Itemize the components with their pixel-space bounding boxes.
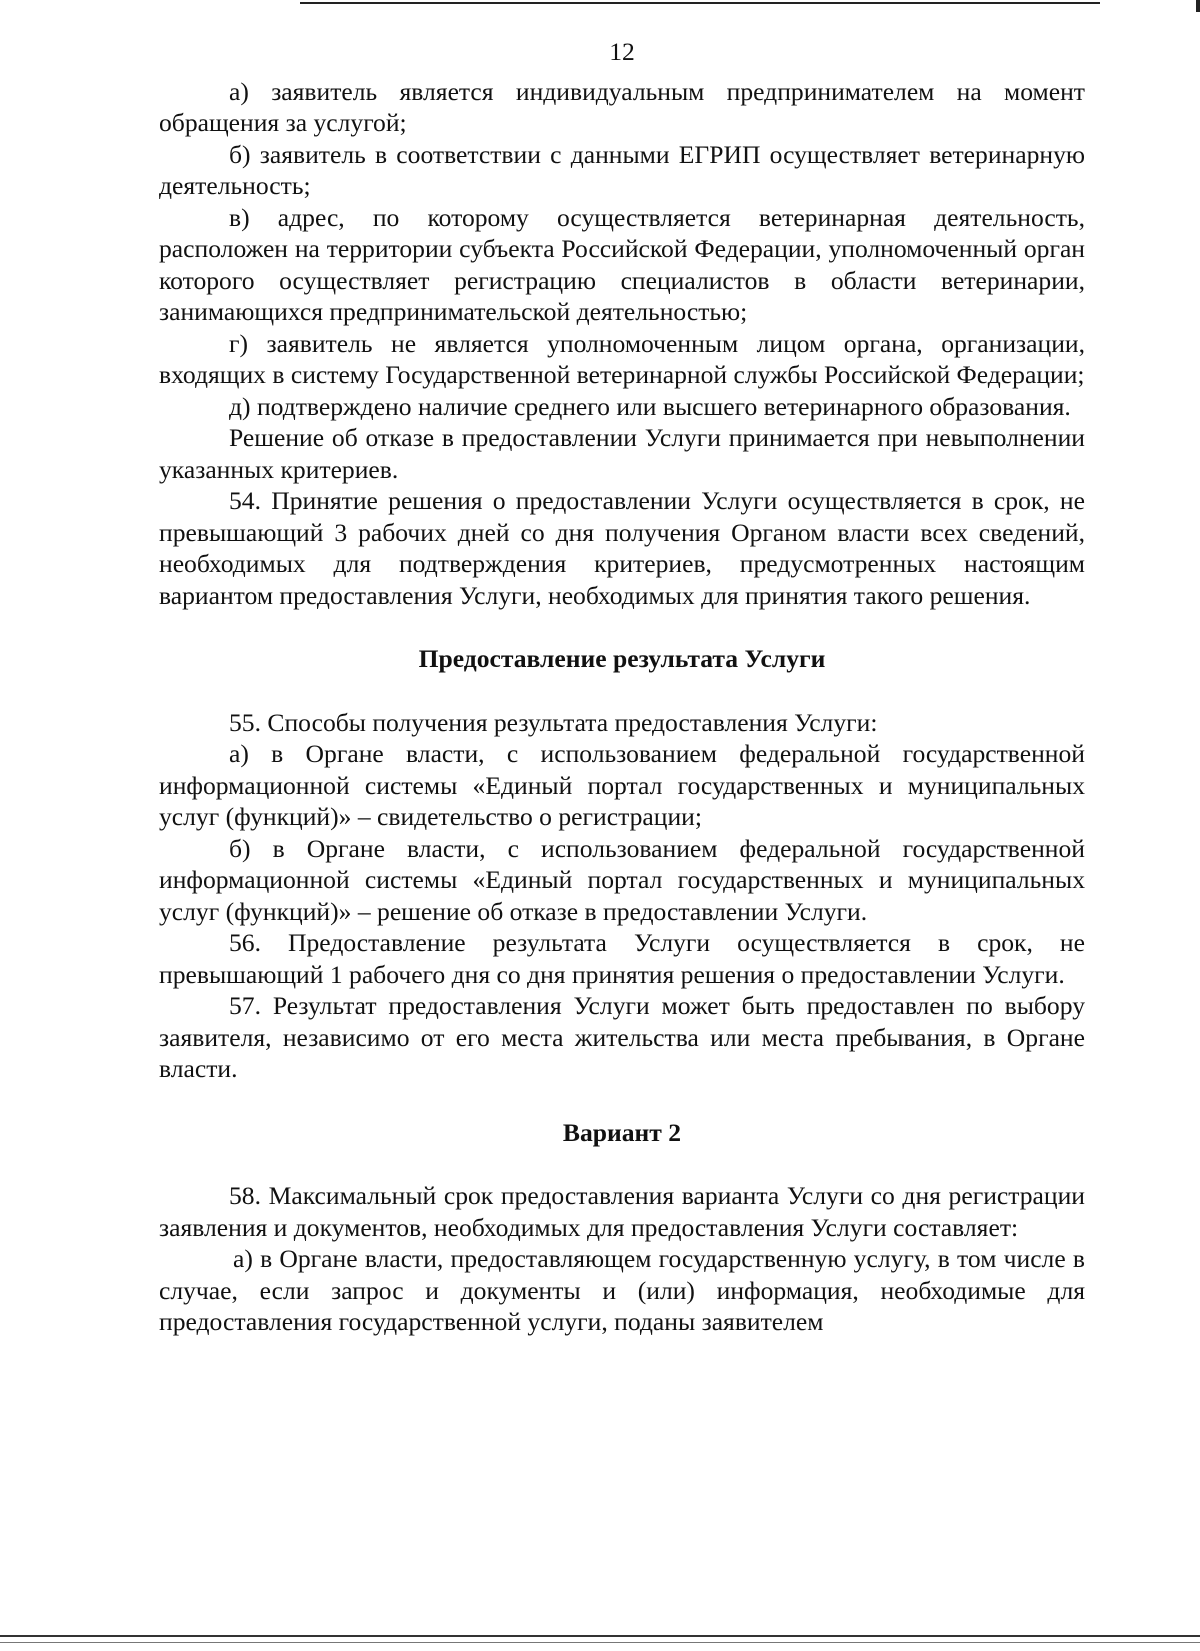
paragraph-refusal-decision: Решение об отказе в предоставлении Услуги принимается при невыполнении указанных критериев. [159,423,1085,484]
scan-artifact-bottom-thin [0,1642,1200,1643]
paragraph-55-a: а) в Органе власти, с использованием федеральной государственной информационной системы «Единый портал государственных и муниципальных услуг (функций)» – свидетельство о регистрации; [159,739,1085,831]
paragraph-58: 58. Максимальный срок предоставления варианта Услуги со дня регистрации заявления и документов, необходимых для предоставления Услуги составляет: [159,1181,1085,1242]
paragraph-criterion-a: а) заявитель является индивидуальным предпринимателем на момент обращения за услугой; [159,76,1085,137]
paragraph-56: 56. Предоставление результата Услуги осуществляется в срок, не превышающий 1 рабочего дня со дня принятия решения о предоставлении Услуги. [159,928,1085,989]
paragraph-54: 54. Принятие решения о предоставлении Услуги осуществляется в срок, не превышающий 3 рабочих дней со дня получения Органом власти всех сведений, необходимых для подтверждения критериев, предусмотренных настоящим вариантом предоставления Услуги, необходимых для принятия такого решения. [159,486,1085,610]
paragraph-criterion-e: д) подтверждено наличие среднего или высшего ветеринарного образования. [229,391,1071,421]
paragraph-57: 57. Результат предоставления Услуги может быть предоставлен по выбору заявителя, независимо от его места жительства или места пребывания, в Органе власти. [159,991,1085,1083]
scan-artifact-corner [1196,0,1200,12]
paragraph-58-a: а) в Органе власти, предоставляющем государственную услугу, в том числе в случае, если запрос и документы и (или) информация, необходимые для предоставления государственной услуги, поданы заявителем [159,1244,1085,1336]
paragraph-criterion-c: в) адрес, по которому осуществляется ветеринарная деятельность, расположен на территории субъекта Российской Федерации, уполномоченный орган которого осуществляет регистрацию специалистов в области ветеринарии, занимающихся предпринимательской деятельностью; [159,202,1085,326]
document-page [159,36,1085,1338]
paragraph-criterion-b: б) заявитель в соответствии с данными ЕГРИП осуществляет ветеринарную деятельность; [159,139,1085,200]
section-heading-variant-2: Вариант 2 [562,1117,682,1147]
paragraph-55-b: б) в Органе власти, с использованием федеральной государственной информационной системы «Единый портал государственных и муниципальных услуг (функций)» – решение об отказе в предоставлении Услуги. [159,833,1085,926]
scan-artifact-top [300,2,1100,4]
paragraph-criterion-d: г) заявитель не является уполномоченным лицом органа, организации, входящих в систему Государственной ветеринарной службы Российской Федерации; [159,328,1085,389]
scan-artifact-bottom [0,1635,1200,1637]
page-number: 12 [609,37,635,66]
section-heading-result: Предоставление результата Услуги [418,644,826,673]
paragraph-55: 55. Способы получения результата предоставления Услуги: [229,707,878,737]
